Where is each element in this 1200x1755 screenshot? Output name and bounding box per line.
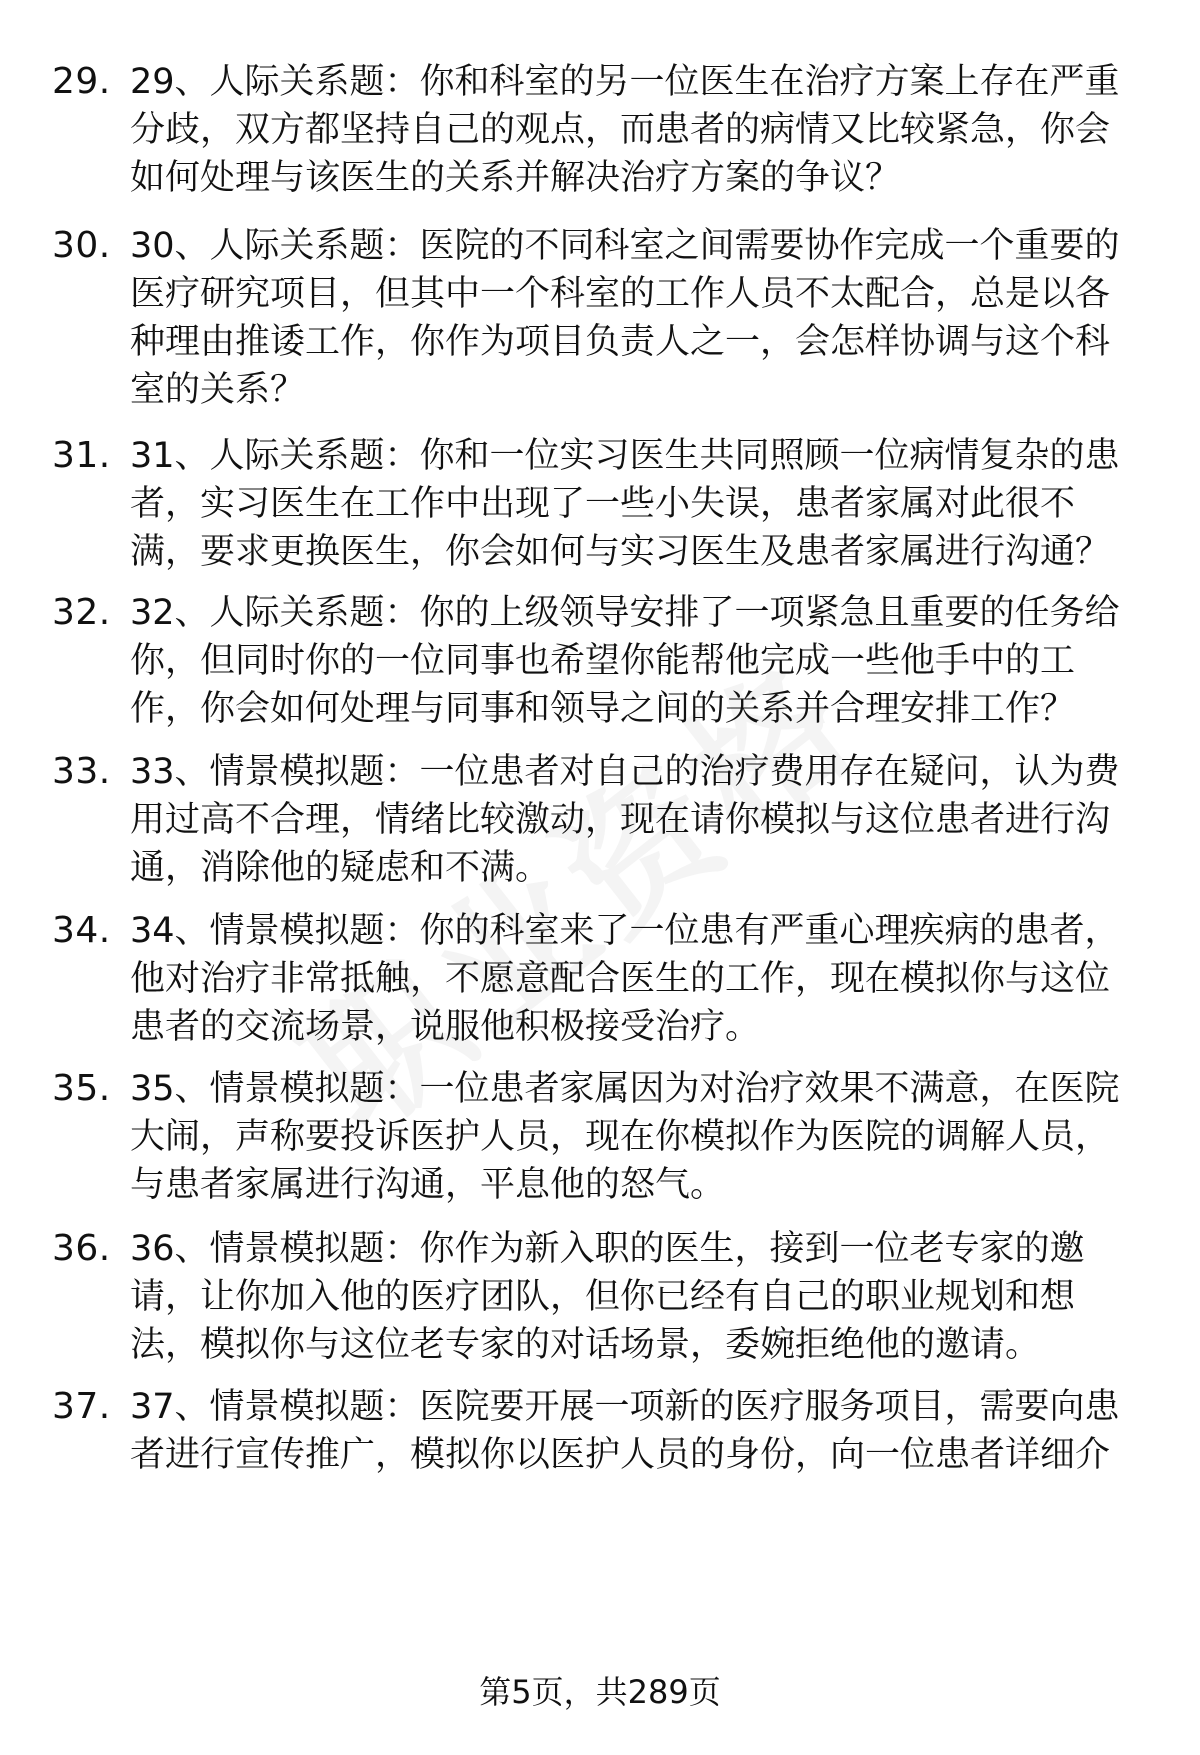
item-number: 37. xyxy=(52,1386,111,1427)
question-text: 33、情景模拟题：一位患者对自己的治疗费用存在疑问，认为费用过高不合理，情绪比较激动，现在请你模拟与这位患者进行沟通，消除他的疑虑和不满。 xyxy=(130,752,1120,888)
question-text: 30、人际关系题：医院的不同科室之间需要协作完成一个重要的医疗研究项目，但其中一个科室的工作人员不太配合，总是以各种理由推诿工作，你作为项目负责人之一，会怎样协调与这个科室的关系？ xyxy=(130,226,1120,410)
item-number: 36. xyxy=(52,1228,111,1269)
item-number: 30. xyxy=(52,225,111,266)
question-text: 29、人际关系题：你和科室的另一位医生在治疗方案上存在严重分歧，双方都坚持自己的观点，而患者的病情又比较紧急，你会如何处理与该医生的关系并解决治疗方案的争议？ xyxy=(130,62,1120,198)
question-text: 37、情景模拟题：医院要开展一项新的医疗服务项目，需要向患者进行宣传推广，模拟你以医护人员的身份，向一位患者详细介 xyxy=(130,1387,1120,1475)
item-number: 29. xyxy=(52,61,111,102)
question-text: 35、情景模拟题：一位患者家属因为对治疗效果不满意，在医院大闹，声称要投诉医护人员，现在你模拟作为医院的调解人员，与患者家属进行沟通，平息他的怒气。 xyxy=(130,1069,1120,1205)
item-number: 35. xyxy=(52,1068,111,1109)
item-number: 33. xyxy=(52,751,111,792)
item-number: 34. xyxy=(52,910,111,951)
question-text: 34、情景模拟题：你的科室来了一位患有严重心理疾病的患者，他对治疗非常抵触，不愿意配合医生的工作，现在模拟你与这位患者的交流场景，说服他积极接受治疗。 xyxy=(130,911,1120,1047)
item-number: 31. xyxy=(52,435,111,476)
question-text: 31、人际关系题：你和一位实习医生共同照顾一位病情复杂的患者，实习医生在工作中出现了一些小失误，患者家属对此很不满，要求更换医生，你会如何与实习医生及患者家属进行沟通？ xyxy=(130,436,1120,572)
question-text: 32、人际关系题：你的上级领导安排了一项紧急且重要的任务给你，但同时你的一位同事也希望你能帮他完成一些他手中的工作，你会如何处理与同事和领导之间的关系并合理安排工作？ xyxy=(130,593,1120,729)
question-text: 36、情景模拟题：你作为新入职的医生，接到一位老专家的邀请，让你加入他的医疗团队，但你已经有自己的职业规划和想法，模拟你与这位老专家的对话场景，委婉拒绝他的邀请。 xyxy=(130,1229,1085,1365)
item-number: 32. xyxy=(52,592,111,633)
page-footer: 第5页，共289页 xyxy=(479,1673,721,1711)
